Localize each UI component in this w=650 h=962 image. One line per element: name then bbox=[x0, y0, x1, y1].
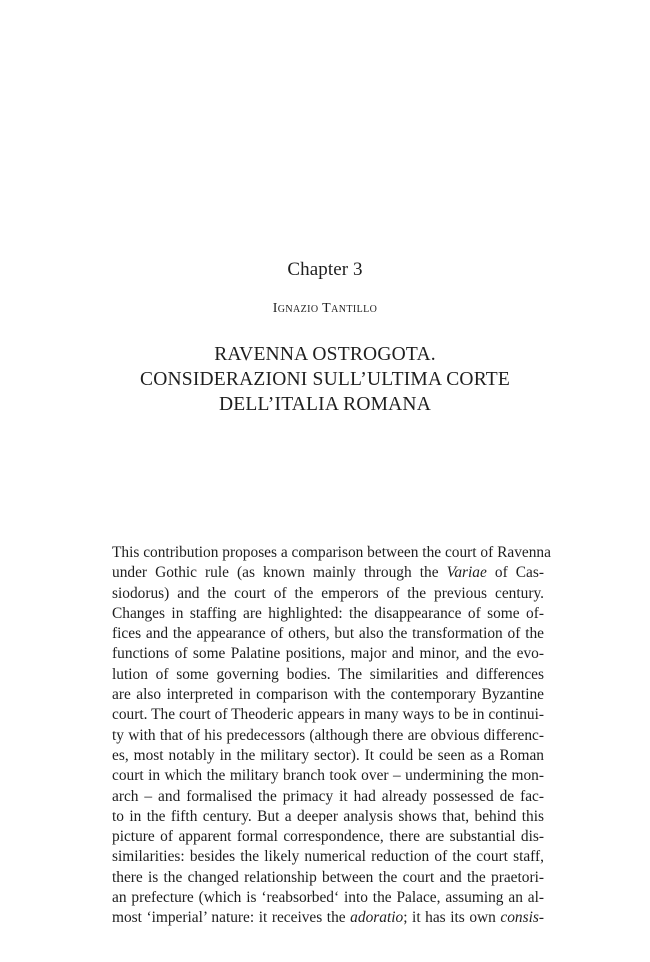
abstract-text: an prefecture (which is ‘reabsorbed‘ into the Palace, assuming an al- bbox=[112, 889, 544, 907]
abstract-line bbox=[112, 807, 544, 827]
abstract-line bbox=[112, 766, 544, 786]
chapter-title-line: DELL’ITALIA ROMANA bbox=[218, 394, 431, 415]
abstract-line bbox=[112, 604, 544, 624]
abstract-text: court in which the military branch took over – undermining the mon- bbox=[112, 767, 544, 785]
abstract-text: Changes in staffing are highlighted: the disappearance of some of- bbox=[112, 604, 544, 622]
abstract-line bbox=[112, 868, 544, 888]
abstract-italic-term: Variae bbox=[446, 564, 487, 582]
chapter-title bbox=[110, 342, 540, 417]
abstract-line bbox=[112, 705, 544, 725]
abstract-line bbox=[112, 787, 544, 807]
abstract-text: es, most notably in the military sector). It could be seen as a Roman bbox=[112, 746, 544, 764]
abstract-line bbox=[112, 685, 544, 705]
abstract-line bbox=[112, 847, 544, 867]
chapter-title-line: RAVENNA OSTROGOTA. bbox=[214, 344, 436, 365]
abstract-paragraph bbox=[112, 543, 551, 929]
abstract-text: court. The court of Theoderic appears in many ways to be in continui- bbox=[112, 706, 544, 724]
abstract-line bbox=[112, 827, 544, 847]
abstract-text: ty with that of his predecessors (although there are obvious differenc- bbox=[112, 726, 544, 744]
abstract-line bbox=[112, 624, 544, 644]
abstract-line bbox=[112, 746, 544, 766]
abstract-italic-term: consis- bbox=[500, 909, 544, 927]
abstract-text: similarities: besides the likely numerical reduction of the court staff, bbox=[112, 848, 544, 866]
abstract-text: ; it has its own bbox=[403, 909, 501, 927]
abstract-line bbox=[112, 543, 551, 563]
abstract-text: siodorus) and the court of the emperors of the previous century. bbox=[112, 584, 544, 602]
abstract-italic-term: adoratio bbox=[350, 909, 404, 927]
abstract-text: under Gothic rule (as known mainly through the bbox=[112, 564, 447, 582]
abstract-text: This contribution proposes a comparison between the court of Ravenna bbox=[112, 544, 551, 561]
chapter-title-line: CONSIDERAZIONI SULL’ULTIMA CORTE bbox=[140, 369, 510, 390]
abstract-text: functions of some Palatine positions, major and minor, and the evo- bbox=[112, 645, 544, 663]
abstract-text: arch – and formalised the primacy it had already possessed de fac- bbox=[112, 787, 544, 805]
abstract-text: are also interpreted in comparison with the contemporary Byzantine bbox=[112, 686, 544, 704]
abstract-line bbox=[112, 563, 544, 583]
abstract-text: picture of apparent formal correspondence, there are substantial dis- bbox=[112, 828, 544, 846]
abstract-line bbox=[112, 726, 544, 746]
abstract-line bbox=[112, 644, 544, 664]
abstract-text: there is the changed relationship between the court and the praetori- bbox=[112, 868, 544, 886]
chapter-label: Chapter 3 bbox=[287, 259, 363, 280]
abstract-line bbox=[112, 888, 544, 908]
abstract-text: fices and the appearance of others, but also the transformation of the bbox=[112, 625, 544, 643]
abstract-text: of Cas- bbox=[486, 564, 544, 582]
abstract-text: to in the fifth century. But a deeper analysis shows that, behind this bbox=[112, 807, 544, 825]
author-name: Ignazio Tantillo bbox=[272, 301, 378, 316]
abstract-text: most ‘imperial’ nature: it receives the bbox=[112, 909, 351, 927]
abstract-line bbox=[112, 665, 544, 685]
abstract-line bbox=[112, 908, 544, 928]
abstract-line bbox=[112, 584, 544, 604]
abstract-text: lution of some governing bodies. The similarities and differences bbox=[112, 665, 544, 683]
